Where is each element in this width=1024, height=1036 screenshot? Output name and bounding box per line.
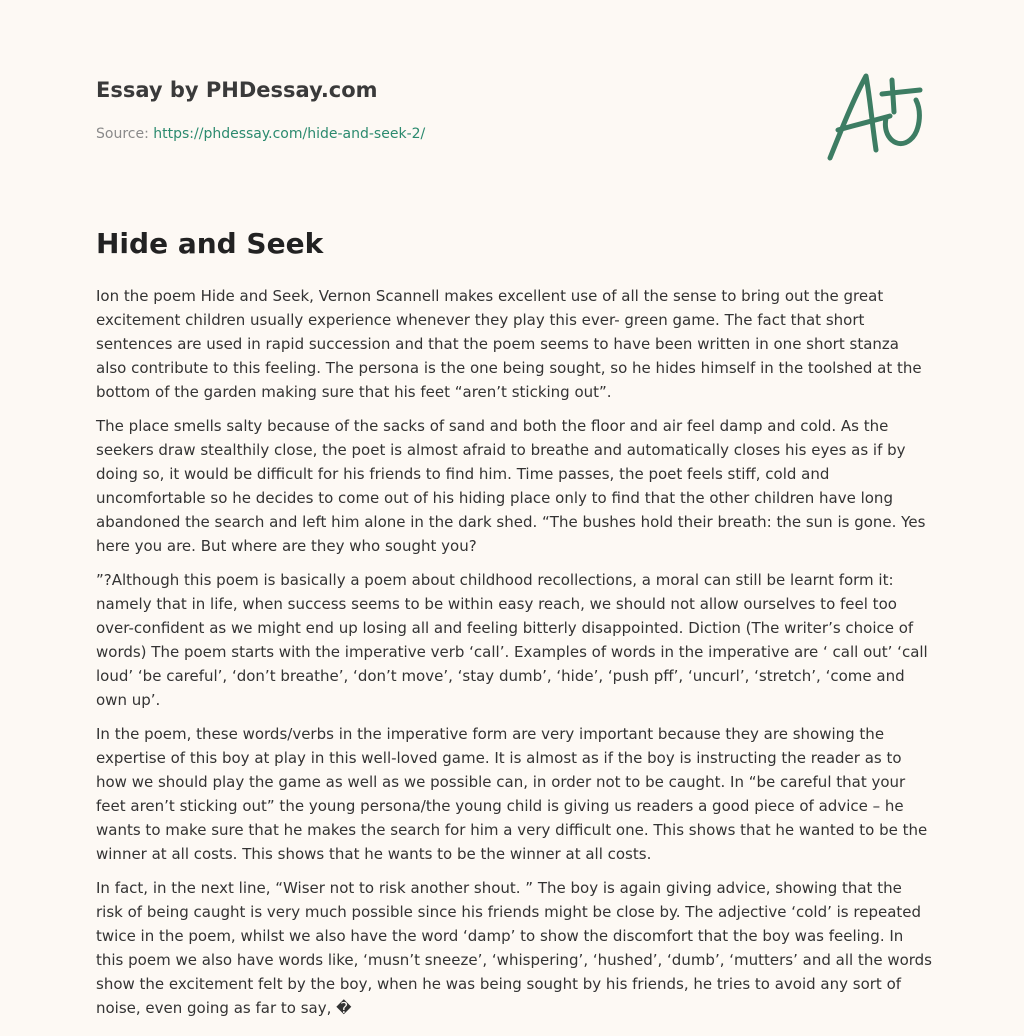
a-plus-logo — [820, 68, 930, 164]
article-paragraph: ”?Although this poem is basically a poem about childhood recollections, a moral can still be learnt form it: namely that in life, when success seems to be within easy reach, we should not allow ourselves to feel too over-confident as we might end up losing all and feeling bitterly disappointed. Diction (The writer’s choice of words) The poem starts with the imperative verb ‘call’. Examples of words in the imperative are ‘ call out’ ‘call loud’ ‘be careful’, ‘don’t breathe’, ‘don’t move’, ‘stay dumb’, ‘hide’, ‘push pff’, ‘uncurl’, ‘stretch’, ‘come and own up’. — [96, 571, 928, 709]
article-paragraph: The place smells salty because of the sacks of sand and both the floor and air feel damp and cold. As the seekers draw stealthily close, the poet is almost afraid to breathe and automatically closes his eyes as if by doing so, it would be difficult for his friends to find him. Time passes, the poet feels stiff, cold and uncomfortable so he decides to come out of his hiding place only to find that the other children have long abandoned the search and left him alone in the dark shed. “The bushes hold their breath: the sun is gone. Yes here you are. But where are they who sought you? — [96, 417, 926, 555]
article-paragraph: In fact, in the next line, “Wiser not to risk another shout. ” The boy is again giving advice, showing that the risk of being caught is very much possible since his friends might be close by. The adjective ‘cold’ is repeated twice in the poem, whilst we also have the word ‘damp’ to show the discomfort that the boy was feeling. In this poem we also have words like, ‘musn’t sneeze’, ‘whispering’, ‘hushed’, ‘dumb’, ‘mutters’ and all the words show the excitement felt by the boy, when he was being sought by his friends, he tries to avoid any sort of noise, even going as far to say, � — [96, 879, 933, 1017]
site-brand: Essay by PHDessay.com — [96, 78, 378, 102]
article-title: Hide and Seek — [96, 227, 324, 260]
article-paragraph: Ion the poem Hide and Seek, Vernon Scannell makes excellent use of all the sense to bring out the great excitement children usually experience whenever they play this ever- green game. The fact that short sentences are used in rapid succession and that the poem seems to have been written in one short stanza also contribute to this feeling. The persona is the one being sought, so he hides himself in the toolshed at the bottom of the garden making sure that his feet “aren’t sticking out”. — [96, 287, 922, 401]
source-label: Source: — [96, 126, 149, 142]
a-plus-logo-graphic — [820, 68, 930, 164]
source-line — [96, 124, 796, 144]
article-body — [96, 284, 932, 1030]
article-paragraph: In the poem, these words/verbs in the imperative form are very important because they are showing the expertise of this boy at play in this well-loved game. It is almost as if the boy is instructing the reader as to how we should play the game as well as we possible can, in order not to be caught. In “be careful that your feet aren’t sticking out” the young persona/the young child is giving us readers a good piece of advice – he wants to make sure that he makes the search for him a very difficult one. This shows that he wanted to be the winner at all costs. This shows that he wants to be the winner at all costs. — [96, 725, 928, 863]
source-link[interactable]: https://phdessay.com/hide-and-seek-2/ — [153, 126, 426, 142]
page-header — [96, 76, 796, 144]
